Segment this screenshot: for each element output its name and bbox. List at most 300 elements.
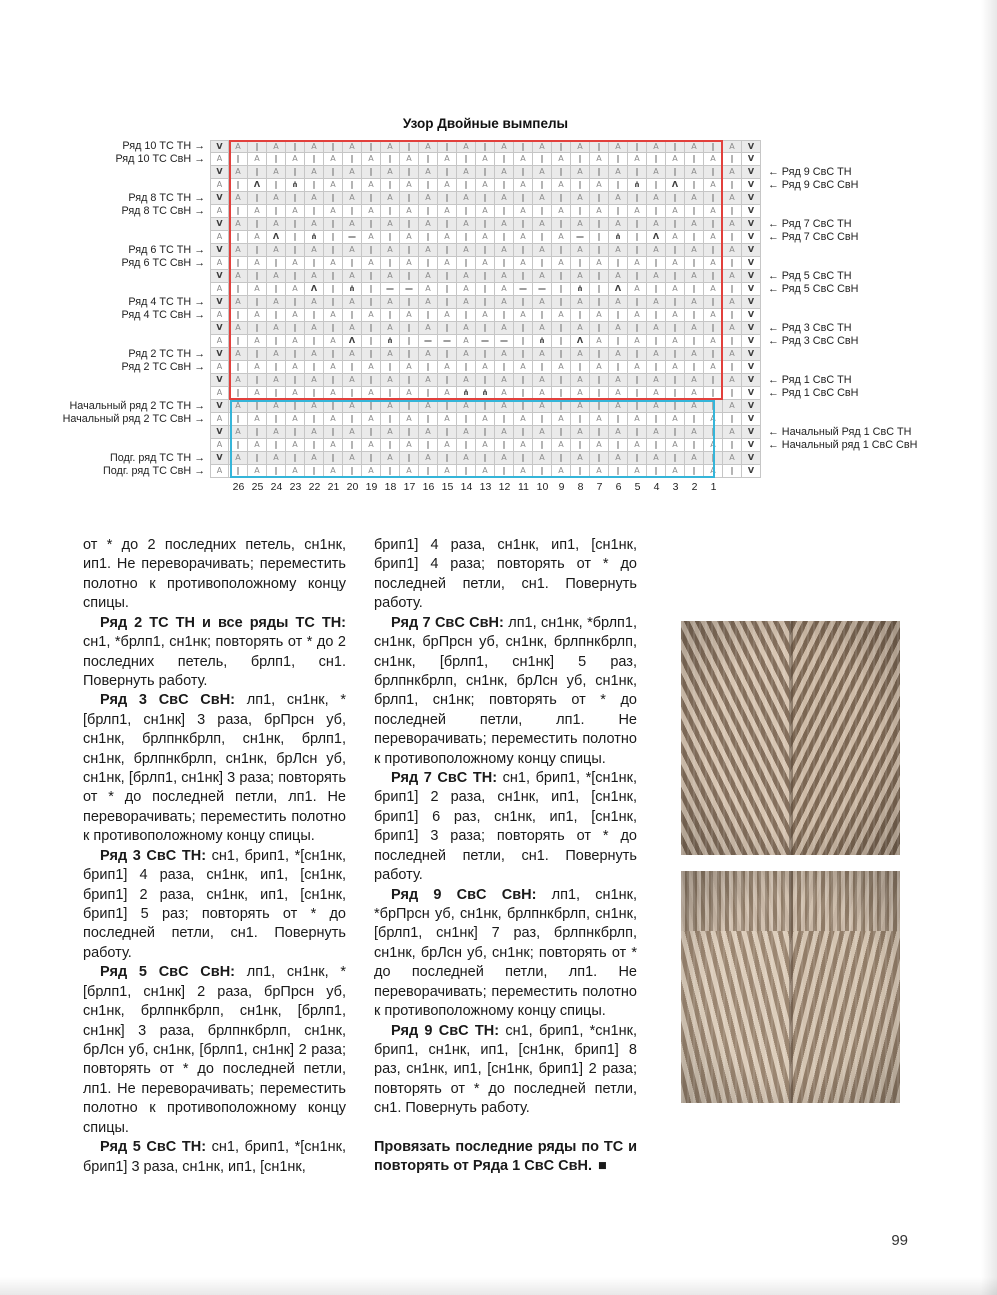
chart-row-cells bbox=[210, 270, 761, 283]
chart-cell: V bbox=[742, 192, 761, 205]
chart-cell: ∥ bbox=[647, 283, 666, 296]
chart-cell: А bbox=[495, 387, 514, 400]
chart-cell: А bbox=[400, 309, 419, 322]
instruction-paragraph: Ряд 5 СвС СвН: лп1, сн1нк, *[брлп1, сн1нк] 2 раза, брПрсн уб, сн1нк, брлпнкбрлп, сн1нк, [брлп1, сн1нк] 3 раза, брлпнкбрлп, сн1нк, брЛсн уб, сн1нк, [брлп1, сн1нк] 2 раза; повторять от * до последней петли, лп1. Не переворачивать; переместить полотно к противоположному концу спицы. bbox=[83, 964, 346, 1136]
chart-cell: V bbox=[210, 348, 229, 361]
column-number: 13 bbox=[479, 481, 492, 493]
chart-cell: А bbox=[362, 309, 381, 322]
chart-cell: ∥ bbox=[438, 296, 457, 309]
row-label-right: ← Ряд 9 СвС СвН bbox=[768, 179, 859, 191]
chart-cell: Λ bbox=[248, 179, 267, 192]
chart-cell: ∥ bbox=[362, 283, 381, 296]
column-number: 23 bbox=[289, 481, 302, 493]
chart-cell: ∥ bbox=[229, 439, 248, 452]
chart-cell: ∥ bbox=[229, 153, 248, 166]
chart-cell: ∥ bbox=[457, 439, 476, 452]
chart-cell: ∥ bbox=[514, 192, 533, 205]
row-label-left: Подг. ряд ТС ТН → bbox=[109, 452, 205, 464]
chart-cell: V bbox=[742, 374, 761, 387]
chart-cell: ∥ bbox=[666, 166, 685, 179]
chart-cell: А bbox=[590, 335, 609, 348]
chart-cell: А bbox=[647, 218, 666, 231]
chart-cell: А bbox=[362, 387, 381, 400]
instruction-paragraph: Ряд 7 СвС ТН: сн1, брип1, *[сн1нк, брип1] 2 раза, сн1нк, ип1, [сн1нк, брип1] 6 раз, сн1нк, ип1, [сн1нк, брип1] 3 раза; повторять от * до последней петли, сн1. Повернуть работу. bbox=[374, 770, 637, 884]
chart-cell: А bbox=[400, 179, 419, 192]
chart-cell: ∥ bbox=[400, 192, 419, 205]
column-number: 18 bbox=[384, 481, 397, 493]
chart-cell: А bbox=[495, 348, 514, 361]
chart-cell: А bbox=[495, 426, 514, 439]
chart-cell: ∥ bbox=[533, 257, 552, 270]
chart-cell: А bbox=[343, 218, 362, 231]
chart-cell: А bbox=[305, 374, 324, 387]
chart-cell: ∥ bbox=[533, 231, 552, 244]
chart-row bbox=[45, 205, 996, 218]
chart-cell: А bbox=[381, 348, 400, 361]
chart-cell: ∥ bbox=[438, 348, 457, 361]
chart-cell: ∥ bbox=[324, 374, 343, 387]
chart-cell: ∥ bbox=[343, 439, 362, 452]
chart-cell: ∥ bbox=[438, 400, 457, 413]
chart-cell: А bbox=[419, 400, 438, 413]
chart-cell: ∥ bbox=[495, 361, 514, 374]
chart-cell: V bbox=[742, 335, 761, 348]
chart-cell: А bbox=[210, 361, 229, 374]
chart-cell: V bbox=[742, 439, 761, 452]
chart-cell: А bbox=[666, 465, 685, 478]
chart-cell: А bbox=[704, 361, 723, 374]
chart-cell: ∥ bbox=[514, 296, 533, 309]
chart-cell: А bbox=[286, 205, 305, 218]
chart-cell: V bbox=[742, 348, 761, 361]
chart-cell: А bbox=[514, 413, 533, 426]
row-label-left: Ряд 6 ТС СвН → bbox=[121, 257, 205, 269]
chart-cell: ∥ bbox=[723, 387, 742, 400]
chart-row-cells bbox=[210, 465, 761, 478]
chart-cell: А bbox=[362, 413, 381, 426]
chart-cell: ∥ bbox=[419, 231, 438, 244]
chart-cell: А bbox=[400, 465, 419, 478]
chart-cell: А bbox=[476, 179, 495, 192]
chart-cell: А bbox=[286, 413, 305, 426]
chart-cell: ∥ bbox=[305, 387, 324, 400]
chart-row-cells bbox=[210, 387, 761, 400]
chart-cell: ∥ bbox=[514, 400, 533, 413]
chart-cell: ⋔ bbox=[381, 335, 400, 348]
chart-cell: А bbox=[723, 374, 742, 387]
chart-cell: ∥ bbox=[476, 322, 495, 335]
chart-cell: А bbox=[571, 270, 590, 283]
chart-cell: ∥ bbox=[552, 166, 571, 179]
chart-cell: А bbox=[704, 153, 723, 166]
chart-cell: ∥ bbox=[685, 205, 704, 218]
chart-cell: Λ bbox=[666, 179, 685, 192]
chart-cell: А bbox=[419, 426, 438, 439]
row-heading: Ряд 3 СвС СвН: bbox=[100, 692, 247, 709]
chart-cell: ∥ bbox=[324, 270, 343, 283]
chart-cell: ∥ bbox=[495, 205, 514, 218]
chart-cell: ∥ bbox=[666, 244, 685, 257]
chart-cell: А bbox=[704, 413, 723, 426]
chart-cell: А bbox=[362, 179, 381, 192]
chart-cell: ∥ bbox=[229, 283, 248, 296]
chart-row bbox=[45, 283, 996, 296]
swatch-texture-left bbox=[681, 871, 791, 1103]
chart-cell: ∥ bbox=[419, 413, 438, 426]
chart-cell: А bbox=[495, 244, 514, 257]
chart-cell: А bbox=[248, 387, 267, 400]
chart-cell: — bbox=[419, 335, 438, 348]
chart-cell: ∥ bbox=[514, 166, 533, 179]
chart-cell: V bbox=[210, 270, 229, 283]
chart-row bbox=[45, 439, 996, 452]
chart-cell: ∥ bbox=[590, 166, 609, 179]
chart-row bbox=[45, 166, 996, 179]
chart-cell: ∥ bbox=[685, 257, 704, 270]
column-number: 16 bbox=[422, 481, 435, 493]
chart-cell: А bbox=[457, 374, 476, 387]
row-label-right bbox=[761, 348, 996, 361]
chart-cell: А bbox=[267, 192, 286, 205]
chart-cell: А bbox=[590, 179, 609, 192]
row-label-left: Начальный ряд 2 ТС ТН → bbox=[69, 400, 205, 412]
chart-cell: А bbox=[286, 309, 305, 322]
chart-cell: А bbox=[476, 439, 495, 452]
chart-cell: А bbox=[267, 296, 286, 309]
chart-cell: ⋔ bbox=[628, 179, 647, 192]
chart-cell: ∥ bbox=[476, 283, 495, 296]
chart-cell: ∥ bbox=[590, 426, 609, 439]
chart-cell: А bbox=[381, 244, 400, 257]
chart-cell: V bbox=[742, 296, 761, 309]
chart-cell: А bbox=[229, 426, 248, 439]
chart-cell: V bbox=[742, 205, 761, 218]
chart-cell: А bbox=[476, 231, 495, 244]
chart-row-cells bbox=[210, 257, 761, 270]
chart-cell: Λ bbox=[571, 335, 590, 348]
row-label-right bbox=[761, 413, 996, 426]
chart-cell: А bbox=[590, 465, 609, 478]
chart-cell: ∥ bbox=[229, 465, 248, 478]
chart-cell: ∥ bbox=[571, 257, 590, 270]
chart-cell: ⋔ bbox=[286, 179, 305, 192]
chart-cell: ∥ bbox=[267, 153, 286, 166]
chart-cell: А bbox=[286, 283, 305, 296]
row-heading: Ряд 9 СвС ТН: bbox=[391, 1022, 506, 1039]
chart-cell: ∥ bbox=[286, 166, 305, 179]
chart-cell: ∥ bbox=[362, 218, 381, 231]
chart-cell: А bbox=[533, 387, 552, 400]
chart-cell: ∥ bbox=[609, 439, 628, 452]
chart-cell: А bbox=[552, 231, 571, 244]
chart-cell: А bbox=[685, 426, 704, 439]
row-label-left bbox=[45, 179, 210, 192]
chart-cell: А bbox=[381, 140, 400, 153]
chart-cell: ∥ bbox=[571, 309, 590, 322]
chart-cell: V bbox=[742, 426, 761, 439]
chart-row-cells bbox=[210, 244, 761, 257]
chart-cell: ∥ bbox=[248, 322, 267, 335]
chart-row bbox=[45, 244, 996, 257]
chart-cell: ∥ bbox=[305, 257, 324, 270]
column-number: 8 bbox=[577, 481, 584, 493]
chart-cell: ∥ bbox=[362, 166, 381, 179]
chart-cell: ∥ bbox=[476, 400, 495, 413]
chart-cell: V bbox=[742, 413, 761, 426]
chart-row bbox=[45, 452, 996, 465]
chart-cell: А bbox=[267, 374, 286, 387]
chart-cell: ∥ bbox=[248, 140, 267, 153]
chart-cell: ∥ bbox=[723, 309, 742, 322]
chart-cell: ∥ bbox=[628, 166, 647, 179]
chart-cell: ∥ bbox=[381, 153, 400, 166]
chart-cell: ∥ bbox=[723, 179, 742, 192]
chart-cell: ∥ bbox=[419, 153, 438, 166]
chart-cell: ∥ bbox=[267, 309, 286, 322]
chart-cell: ∥ bbox=[628, 270, 647, 283]
chart-cell: ∥ bbox=[305, 335, 324, 348]
chart-cell: ∥ bbox=[305, 361, 324, 374]
chart-cell: А bbox=[723, 140, 742, 153]
chart-cell: ∥ bbox=[476, 348, 495, 361]
chart-cell: ∥ bbox=[666, 348, 685, 361]
column-number: 22 bbox=[308, 481, 321, 493]
chart-cell: А bbox=[723, 426, 742, 439]
chart-cell: А bbox=[704, 309, 723, 322]
chart-cell: А bbox=[571, 452, 590, 465]
chart-cell: А bbox=[419, 452, 438, 465]
chart-cell: ∥ bbox=[552, 322, 571, 335]
chart-cell: А bbox=[267, 322, 286, 335]
chart-cell: А bbox=[438, 257, 457, 270]
chart-cell: ∥ bbox=[704, 140, 723, 153]
row-label-left: Ряд 10 ТС ТН → bbox=[122, 140, 205, 152]
chart-cell: ∥ bbox=[571, 439, 590, 452]
chart-cell: ∥ bbox=[343, 257, 362, 270]
instruction-paragraph: Ряд 9 СвС СвН: лп1, сн1нк, *брПрсн уб, сн1нк, брлпнкбрлп, сн1нк, [брлп1, сн1нк] 7 раз, брлпнкбрлп, сн1нк, брЛсн уб, сн1нк; повторять от * до последней петли, лп1. Не переворачивать; переместить полотно к противоположному концу спицы. bbox=[374, 886, 637, 1020]
chart-cell: ∥ bbox=[457, 179, 476, 192]
chart-cell: ∥ bbox=[305, 465, 324, 478]
chart-cell: ∥ bbox=[324, 244, 343, 257]
chart-cell: ∥ bbox=[362, 374, 381, 387]
column-number: 9 bbox=[558, 481, 565, 493]
chart-row bbox=[45, 179, 996, 192]
chart-cell: А bbox=[609, 244, 628, 257]
chart-cell: V bbox=[742, 179, 761, 192]
chart-cell: ∥ bbox=[457, 413, 476, 426]
chart-cell: А bbox=[457, 426, 476, 439]
chart-cell: ∥ bbox=[248, 166, 267, 179]
chart-cell: ∥ bbox=[229, 231, 248, 244]
chart-row bbox=[45, 465, 996, 478]
chart-cell: А bbox=[210, 335, 229, 348]
chart-cell: А bbox=[324, 465, 343, 478]
chart-cell: А bbox=[628, 439, 647, 452]
chart-cell: ∥ bbox=[628, 374, 647, 387]
chart-cell: А bbox=[514, 179, 533, 192]
row-label-left bbox=[45, 387, 210, 400]
chart-cell: Λ bbox=[343, 335, 362, 348]
chart-cell: ∥ bbox=[381, 231, 400, 244]
chart-cell: А bbox=[343, 244, 362, 257]
chart-cell: ∥ bbox=[647, 153, 666, 166]
chart-cell: А bbox=[571, 426, 590, 439]
chart-cell: ∥ bbox=[267, 387, 286, 400]
chart-cell: А bbox=[685, 296, 704, 309]
chart-cell: А bbox=[666, 205, 685, 218]
chart-cell: ∥ bbox=[362, 270, 381, 283]
chart-cell: ∥ bbox=[267, 465, 286, 478]
chart-cell: А bbox=[647, 374, 666, 387]
chart-cell: ∥ bbox=[552, 244, 571, 257]
chart-cell: А bbox=[552, 439, 571, 452]
chart-cell: А bbox=[571, 244, 590, 257]
chart-cell: ∥ bbox=[419, 179, 438, 192]
chart-cell: А bbox=[476, 361, 495, 374]
chart-cell: А bbox=[514, 309, 533, 322]
chart-cell: ∥ bbox=[666, 400, 685, 413]
chart-cell: А bbox=[419, 140, 438, 153]
chart-cell: ∥ bbox=[704, 387, 723, 400]
chart-cell: ∥ bbox=[704, 400, 723, 413]
chart-cell: ∥ bbox=[343, 153, 362, 166]
chart-cell: ∥ bbox=[685, 283, 704, 296]
chart-cell: ∥ bbox=[457, 309, 476, 322]
chart-cell: А bbox=[362, 465, 381, 478]
chart-cell: А bbox=[628, 335, 647, 348]
chart-cell: ∥ bbox=[286, 296, 305, 309]
chart-cell: V bbox=[742, 400, 761, 413]
chart-cell: А bbox=[533, 400, 552, 413]
chart-cell: ∥ bbox=[381, 361, 400, 374]
chart-cell: ∥ bbox=[381, 387, 400, 400]
chart-cell: ∥ bbox=[704, 270, 723, 283]
chart-cell: ∥ bbox=[552, 426, 571, 439]
chart-cell: ∥ bbox=[552, 335, 571, 348]
chart-title: Узор Двойные вымпелы bbox=[402, 116, 569, 131]
chart-cell: ∥ bbox=[723, 257, 742, 270]
chart-cell: А bbox=[400, 439, 419, 452]
row-label-left: Ряд 4 ТС СвН → bbox=[121, 309, 205, 321]
chart-cell: ∥ bbox=[324, 322, 343, 335]
chart-cell: ∥ bbox=[457, 153, 476, 166]
chart-cell: ∥ bbox=[362, 452, 381, 465]
chart-cell: V bbox=[210, 140, 229, 153]
chart-cell: А bbox=[533, 244, 552, 257]
chart-cell: А bbox=[666, 361, 685, 374]
chart-cell: ∥ bbox=[514, 426, 533, 439]
chart-cell: ∥ bbox=[381, 439, 400, 452]
chart-cell: А bbox=[666, 439, 685, 452]
chart-row bbox=[45, 296, 996, 309]
chart-cell: А bbox=[552, 179, 571, 192]
chart-cell: ∥ bbox=[248, 270, 267, 283]
chart-cell: ∥ bbox=[400, 374, 419, 387]
chart-cell: А bbox=[267, 140, 286, 153]
chart-cell: А bbox=[305, 270, 324, 283]
chart-cell: ∥ bbox=[666, 270, 685, 283]
chart-cell: А bbox=[381, 192, 400, 205]
chart-cell: А bbox=[533, 296, 552, 309]
column-number: 6 bbox=[615, 481, 622, 493]
chart-cell: ∥ bbox=[514, 140, 533, 153]
chart-cell: ∥ bbox=[628, 426, 647, 439]
chart-cell: А bbox=[267, 452, 286, 465]
row-label-left bbox=[45, 374, 210, 387]
chart-cell: ∥ bbox=[666, 218, 685, 231]
chart-cell: А bbox=[514, 465, 533, 478]
chart-cell: А bbox=[229, 322, 248, 335]
chart-cell: А bbox=[457, 244, 476, 257]
chart-cell: А bbox=[495, 166, 514, 179]
chart-cell: А bbox=[495, 218, 514, 231]
chart-cell: А bbox=[286, 361, 305, 374]
chart-cell: ∥ bbox=[685, 153, 704, 166]
chart-cell: ∥ bbox=[514, 244, 533, 257]
chart-cell: А bbox=[723, 348, 742, 361]
chart-cell: ∥ bbox=[248, 426, 267, 439]
closing-note bbox=[374, 1138, 637, 1177]
chart-row bbox=[45, 231, 996, 244]
chart-cell: А bbox=[210, 309, 229, 322]
chart-cell: А bbox=[514, 361, 533, 374]
chart-cell: ∥ bbox=[666, 140, 685, 153]
chart-cell: А bbox=[704, 205, 723, 218]
chart-cell: ∥ bbox=[571, 413, 590, 426]
chart-cell: ∥ bbox=[267, 335, 286, 348]
column-number: 5 bbox=[634, 481, 641, 493]
column-number: 26 bbox=[232, 481, 245, 493]
chart-cell: ∥ bbox=[571, 465, 590, 478]
chart-cell: ∥ bbox=[229, 387, 248, 400]
chart-cell: ∥ bbox=[324, 140, 343, 153]
chart-cell: А bbox=[628, 465, 647, 478]
chart-cell: ∥ bbox=[324, 218, 343, 231]
chart-cell: ∥ bbox=[685, 231, 704, 244]
chart-cell: ∥ bbox=[533, 309, 552, 322]
chart-cell: ∥ bbox=[704, 218, 723, 231]
chart-cell: А bbox=[476, 205, 495, 218]
chart-cell: А bbox=[457, 166, 476, 179]
chart-cell: А bbox=[514, 231, 533, 244]
chart-cell: ∥ bbox=[495, 465, 514, 478]
chart-cell: V bbox=[210, 244, 229, 257]
chart-cell: А bbox=[533, 452, 552, 465]
chart-cell: ∥ bbox=[704, 426, 723, 439]
chart-cell: А bbox=[685, 322, 704, 335]
chart-cell: ∥ bbox=[438, 192, 457, 205]
chart-cell: ∥ bbox=[476, 244, 495, 257]
chart-cell: А bbox=[609, 348, 628, 361]
chart-row-cells bbox=[210, 335, 761, 348]
chart-row-cells bbox=[210, 413, 761, 426]
column-number: 11 bbox=[518, 481, 529, 493]
chart-cell: А bbox=[476, 257, 495, 270]
end-of-pattern-mark: ■ bbox=[598, 1158, 607, 1175]
chart-cell: ∥ bbox=[476, 140, 495, 153]
chart-cell: А bbox=[248, 257, 267, 270]
swatch-photo-bottom bbox=[681, 871, 900, 1103]
chart-cell: ∥ bbox=[609, 179, 628, 192]
chart-cell: А bbox=[685, 270, 704, 283]
chart-cell: ∥ bbox=[267, 179, 286, 192]
chart-cell: А bbox=[324, 361, 343, 374]
chart-row-cells bbox=[210, 452, 761, 465]
chart-cell: ∥ bbox=[419, 309, 438, 322]
chart-cell: А bbox=[419, 348, 438, 361]
swatch-top-band bbox=[681, 871, 900, 931]
chart-row-cells bbox=[210, 361, 761, 374]
